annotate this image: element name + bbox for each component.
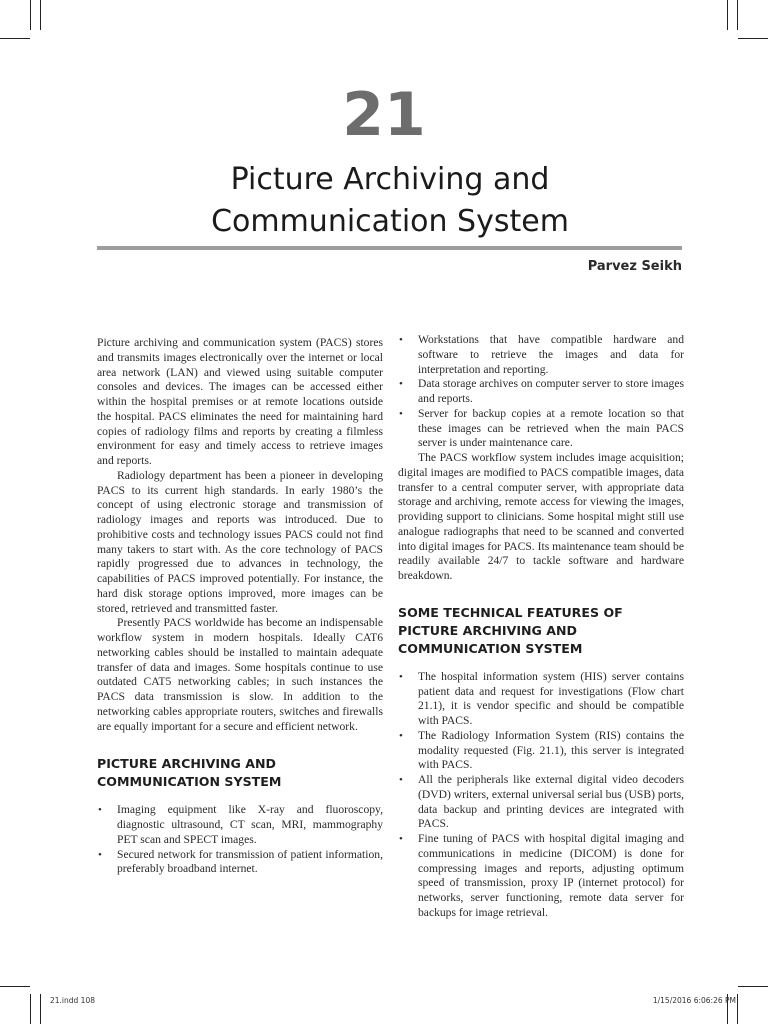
list-item bbox=[97, 848, 383, 878]
bullet-list bbox=[398, 333, 684, 451]
bullet-glyph: • bbox=[98, 804, 102, 817]
body-paragraph: The PACS workflow system includes image acquisition; digital images are modified to PACS compatible images, data transfer to a central computer server, with appropriate data storage and archiving, remote access for viewing the images, providing support to clinicians. Some hospital might still use analogue radiographs that need to be scanned and converted into digital images for PACS. Its maintenance team should be readily available 24/7 to tackle software and hardware breakdown. bbox=[398, 451, 684, 582]
body-paragraph: Picture archiving and communication system (PACS) stores and transmits images electronically over the internet or local area network (LAN) and viewed using suitable computer consoles and devices. The images can be accessed either within the hospital premises or at remote locations outside the hospital. PACS eliminates the need for maintaining hard copies of radiology films and reports by creating a filmless environment for easy and timely access to retrieve images and reports. bbox=[97, 336, 383, 467]
crop-mark bbox=[40, 994, 41, 1024]
title-rule bbox=[97, 246, 682, 250]
list-item-text: Data storage archives on computer server to store images and reports. bbox=[418, 377, 684, 405]
body-paragraph: Radiology department has been a pioneer in developing PACS to its current high standards. In early 1980’s the concept of using electronic storage and transmission of radiology images and reports was introduced. Due to prohibitive costs and technology issues PACS could not find many takers to start with. As the core technology of PACS rapidly progressed due to advances in technology, the capabilities of PACS improved potentially. For instance, the hard disk storage options improved, more images can be stored, retrieved and transmitted faster. bbox=[97, 468, 383, 615]
body-paragraph: Presently PACS worldwide has become an indispensable workflow system in modern hospitals. Ideally CAT6 networking cables should be installed to maintain adequate transfer of data and images. Some hospitals continue to use outdated CAT5 networking cables; in such instances the PACS data transmission is slow. In addition to the networking cables appropriate routers, switches and firewalls are equally important for a secure and efficient network. bbox=[97, 616, 383, 733]
crop-mark bbox=[40, 0, 41, 30]
crop-mark bbox=[737, 994, 738, 1024]
bullet-glyph: • bbox=[399, 774, 403, 786]
list-item bbox=[97, 803, 383, 847]
author-name: Parvez Seikh bbox=[587, 259, 682, 274]
section-heading: SOME TECHNICAL FEATURES OF PICTURE ARCHIVING AND COMMUNICATION SYSTEM bbox=[398, 604, 623, 656]
list-item bbox=[398, 377, 684, 407]
list-item bbox=[398, 729, 684, 773]
footer-timestamp: 1/15/2016 6:06:26 PM bbox=[652, 996, 736, 1005]
list-item-text: All the peripherals like external digital video decoders (DVD) writers, external universal serial bus (USB) ports, data backup and printing devices are integrated with PACS. bbox=[418, 773, 684, 831]
bullet-glyph: • bbox=[399, 334, 403, 346]
bullet-glyph: • bbox=[399, 729, 403, 742]
footer-file-info: 21.indd 108 bbox=[50, 996, 95, 1005]
bullet-list bbox=[97, 803, 383, 877]
bullet-glyph: • bbox=[399, 833, 403, 845]
list-item bbox=[398, 832, 684, 921]
crop-mark bbox=[737, 0, 738, 30]
bullet-glyph: • bbox=[399, 407, 403, 420]
crop-mark bbox=[0, 986, 30, 987]
list-item-text: Secured network for transmission of patient information, preferably broadband internet. bbox=[117, 847, 383, 876]
section-heading: PICTURE ARCHIVING AND COMMUNICATION SYSTEM bbox=[97, 756, 282, 790]
crop-mark bbox=[0, 38, 30, 39]
right-column bbox=[398, 333, 684, 921]
bullet-glyph: • bbox=[98, 848, 102, 861]
chapter-title-line2: Communication System bbox=[211, 204, 569, 239]
list-item bbox=[398, 773, 684, 832]
crop-mark bbox=[738, 986, 768, 987]
list-item bbox=[398, 407, 684, 451]
chapter-number: 21 bbox=[342, 80, 426, 150]
bullet-glyph: • bbox=[399, 378, 403, 391]
left-column bbox=[97, 336, 383, 877]
list-item-text: Imaging equipment like X-ray and fluoroscopy, diagnostic ultrasound, CT scan, MRI, mammography PET scan and SPECT images. bbox=[117, 803, 383, 846]
list-item-text: Server for backup copies at a remote location so that these images can be retrieved when the main PACS server is under maintenance care. bbox=[418, 406, 684, 450]
list-item-text: The Radiology Information System (RIS) contains the modality requested (Fig. 21.1), this server is integrated with PACS. bbox=[418, 728, 684, 772]
chapter-title-line1: Picture Archiving and bbox=[230, 162, 550, 197]
crop-mark bbox=[30, 0, 31, 30]
list-item bbox=[398, 333, 684, 377]
bullet-list bbox=[398, 670, 684, 921]
list-item-text: Fine tuning of PACS with hospital digital imaging and communications in medicine (DICOM) is done for compressing images and reports, adjusting optimum speed of transmission, proxy IP (internet protocol) for networks, server functioning, remote data server for backups for image retrieval. bbox=[418, 832, 684, 919]
chapter-title bbox=[0, 159, 768, 243]
crop-mark bbox=[727, 0, 728, 30]
crop-mark bbox=[738, 38, 768, 39]
crop-mark bbox=[30, 994, 31, 1024]
list-item-text: Workstations that have compatible hardware and software to retrieve the images and data for interpretation and reporting. bbox=[418, 333, 684, 376]
bullet-glyph: • bbox=[399, 670, 403, 683]
list-item-text: The hospital information system (HIS) server contains patient data and request for investigations (Flow chart 21.1), it is vendor specific and should be compatible with PACS. bbox=[418, 669, 684, 727]
list-item bbox=[398, 670, 684, 729]
